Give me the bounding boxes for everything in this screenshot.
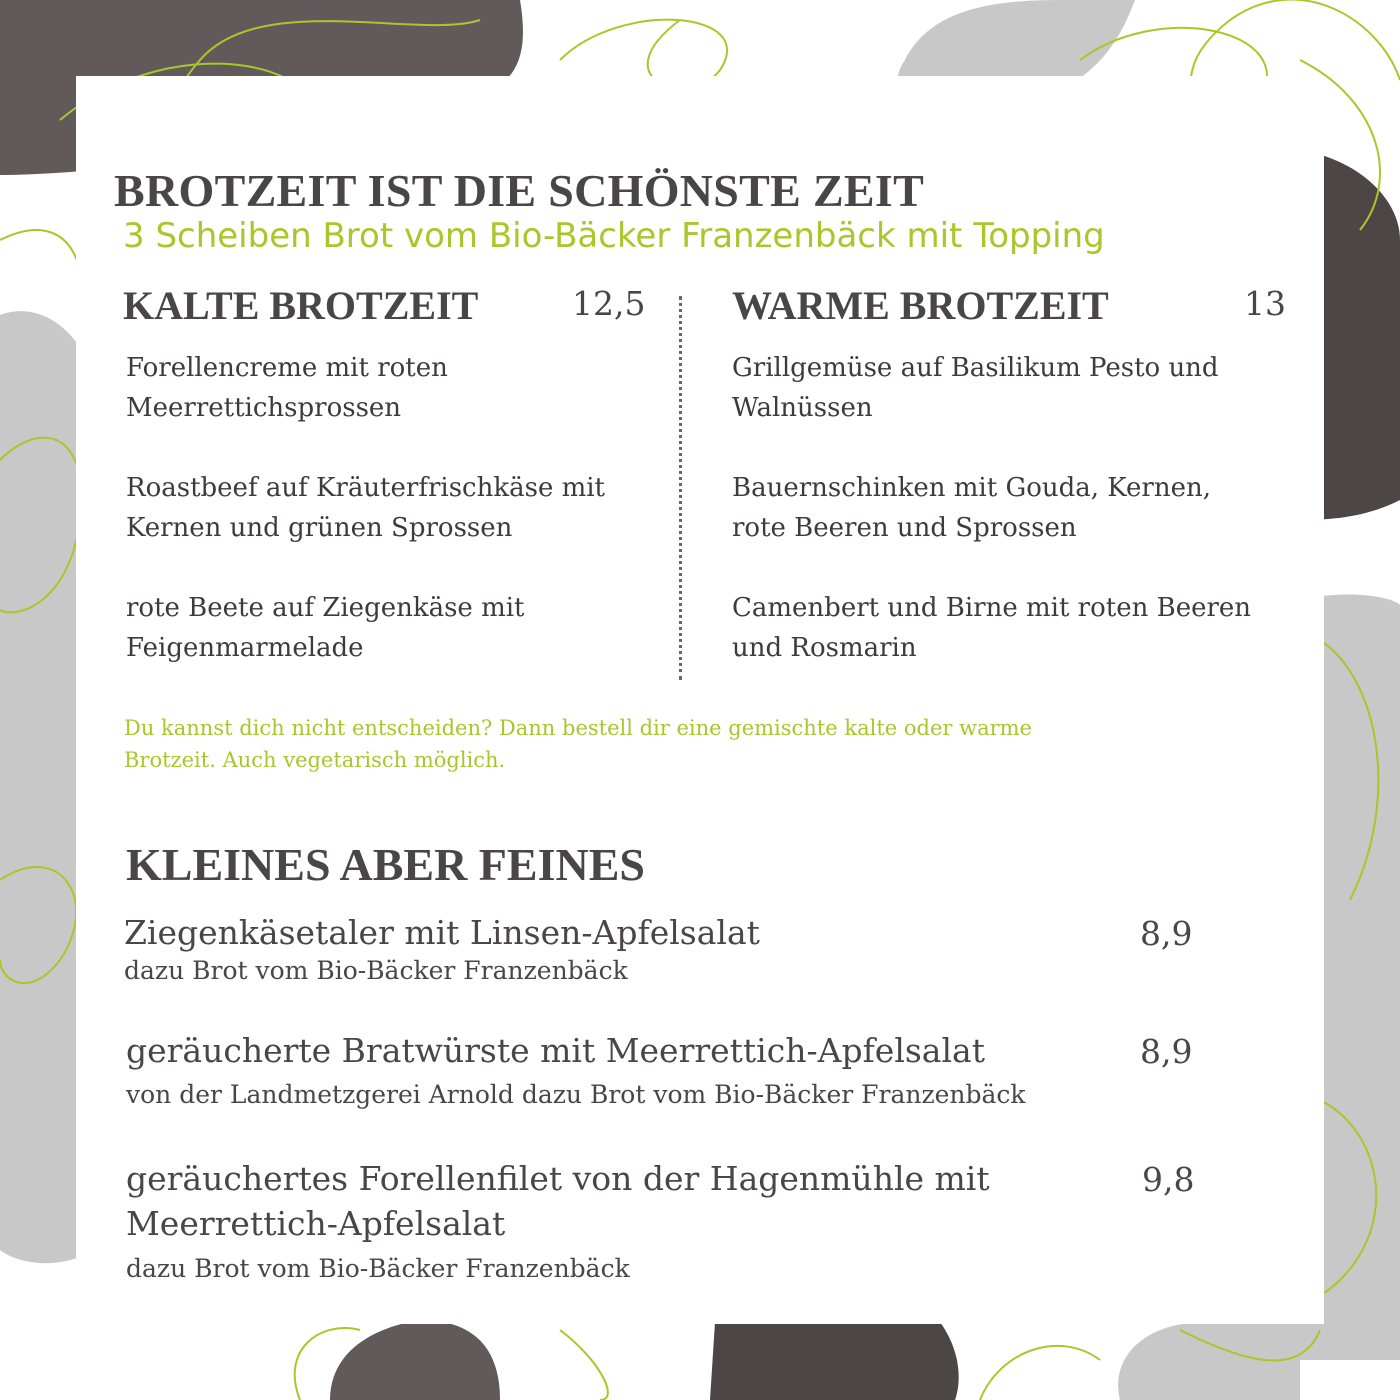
dish-1-sub: dazu Brot vom Bio-Bäcker Franzenbäck <box>124 956 628 985</box>
green-swirl-11 <box>560 1330 608 1400</box>
kalte-item-3: rote Beete auf Ziegenkäse mit Feigenmarmelade <box>126 593 525 663</box>
menu-card <box>76 76 1324 1324</box>
kalte-brotzeit-title: KALTE BROTZEIT <box>123 283 479 328</box>
warme-item-1: Grillgemüse auf Basilikum Pesto und Walnüssen <box>732 353 1219 423</box>
dish-2-sub: von der Landmetzgerei Arnold dazu Brot vom Bio-Bäcker Franzenbäck <box>126 1080 1026 1109</box>
dish-3-sub: dazu Brot vom Bio-Bäcker Franzenbäck <box>126 1254 630 1283</box>
warme-item-2: Bauernschinken mit Gouda, Kernen, rote Beeren und Sprossen <box>732 473 1211 543</box>
mix-note: Du kannst dich nicht entscheiden? Dann bestell dir eine gemischte kalte oder warme Brotzeit. Auch vegetarisch möglich. <box>124 716 1032 772</box>
green-swirl-5 <box>0 230 80 270</box>
kalte-brotzeit-price: 12,5 <box>572 284 646 323</box>
kalte-item-1: Forellencreme mit roten Meerrettichsprossen <box>126 353 448 423</box>
green-swirl-12 <box>980 1346 1100 1400</box>
dish-2-price: 8,9 <box>1140 1032 1193 1071</box>
dark-blob-bottom-left <box>330 1320 500 1400</box>
dish-3-price: 9,8 <box>1142 1160 1195 1199</box>
warme-item-3: Camenbert und Birne mit roten Beeren und Rosmarin <box>732 593 1252 663</box>
dish-1-name: Ziegenkäsetaler mit Linsen-Apfelsalat <box>124 913 760 952</box>
column-divider <box>679 296 682 680</box>
warme-brotzeit-price: 13 <box>1244 284 1286 323</box>
dish-2-name: geräucherte Bratwürste mit Meerrettich-Apfelsalat <box>126 1031 985 1070</box>
dish-3-name: geräuchertes Forellenfilet von der Hagenmühle mit Meerrettich-Apfelsalat <box>126 1159 990 1243</box>
page-title: BROTZEIT IST DIE SCHÖNSTE ZEIT <box>114 165 925 216</box>
page-subtitle: 3 Scheiben Brot vom Bio-Bäcker Franzenbäck mit Topping <box>123 216 1105 256</box>
dish-1-price: 8,9 <box>1140 914 1193 953</box>
dark-blob-bottom-center <box>710 1322 959 1400</box>
warme-brotzeit-title: WARME BROTZEIT <box>732 283 1109 328</box>
kalte-item-2: Roastbeef auf Kräuterfrischkäse mit Kernen und grünen Sprossen <box>126 473 606 543</box>
kleines-section-title: KLEINES ABER FEINES <box>126 839 645 890</box>
